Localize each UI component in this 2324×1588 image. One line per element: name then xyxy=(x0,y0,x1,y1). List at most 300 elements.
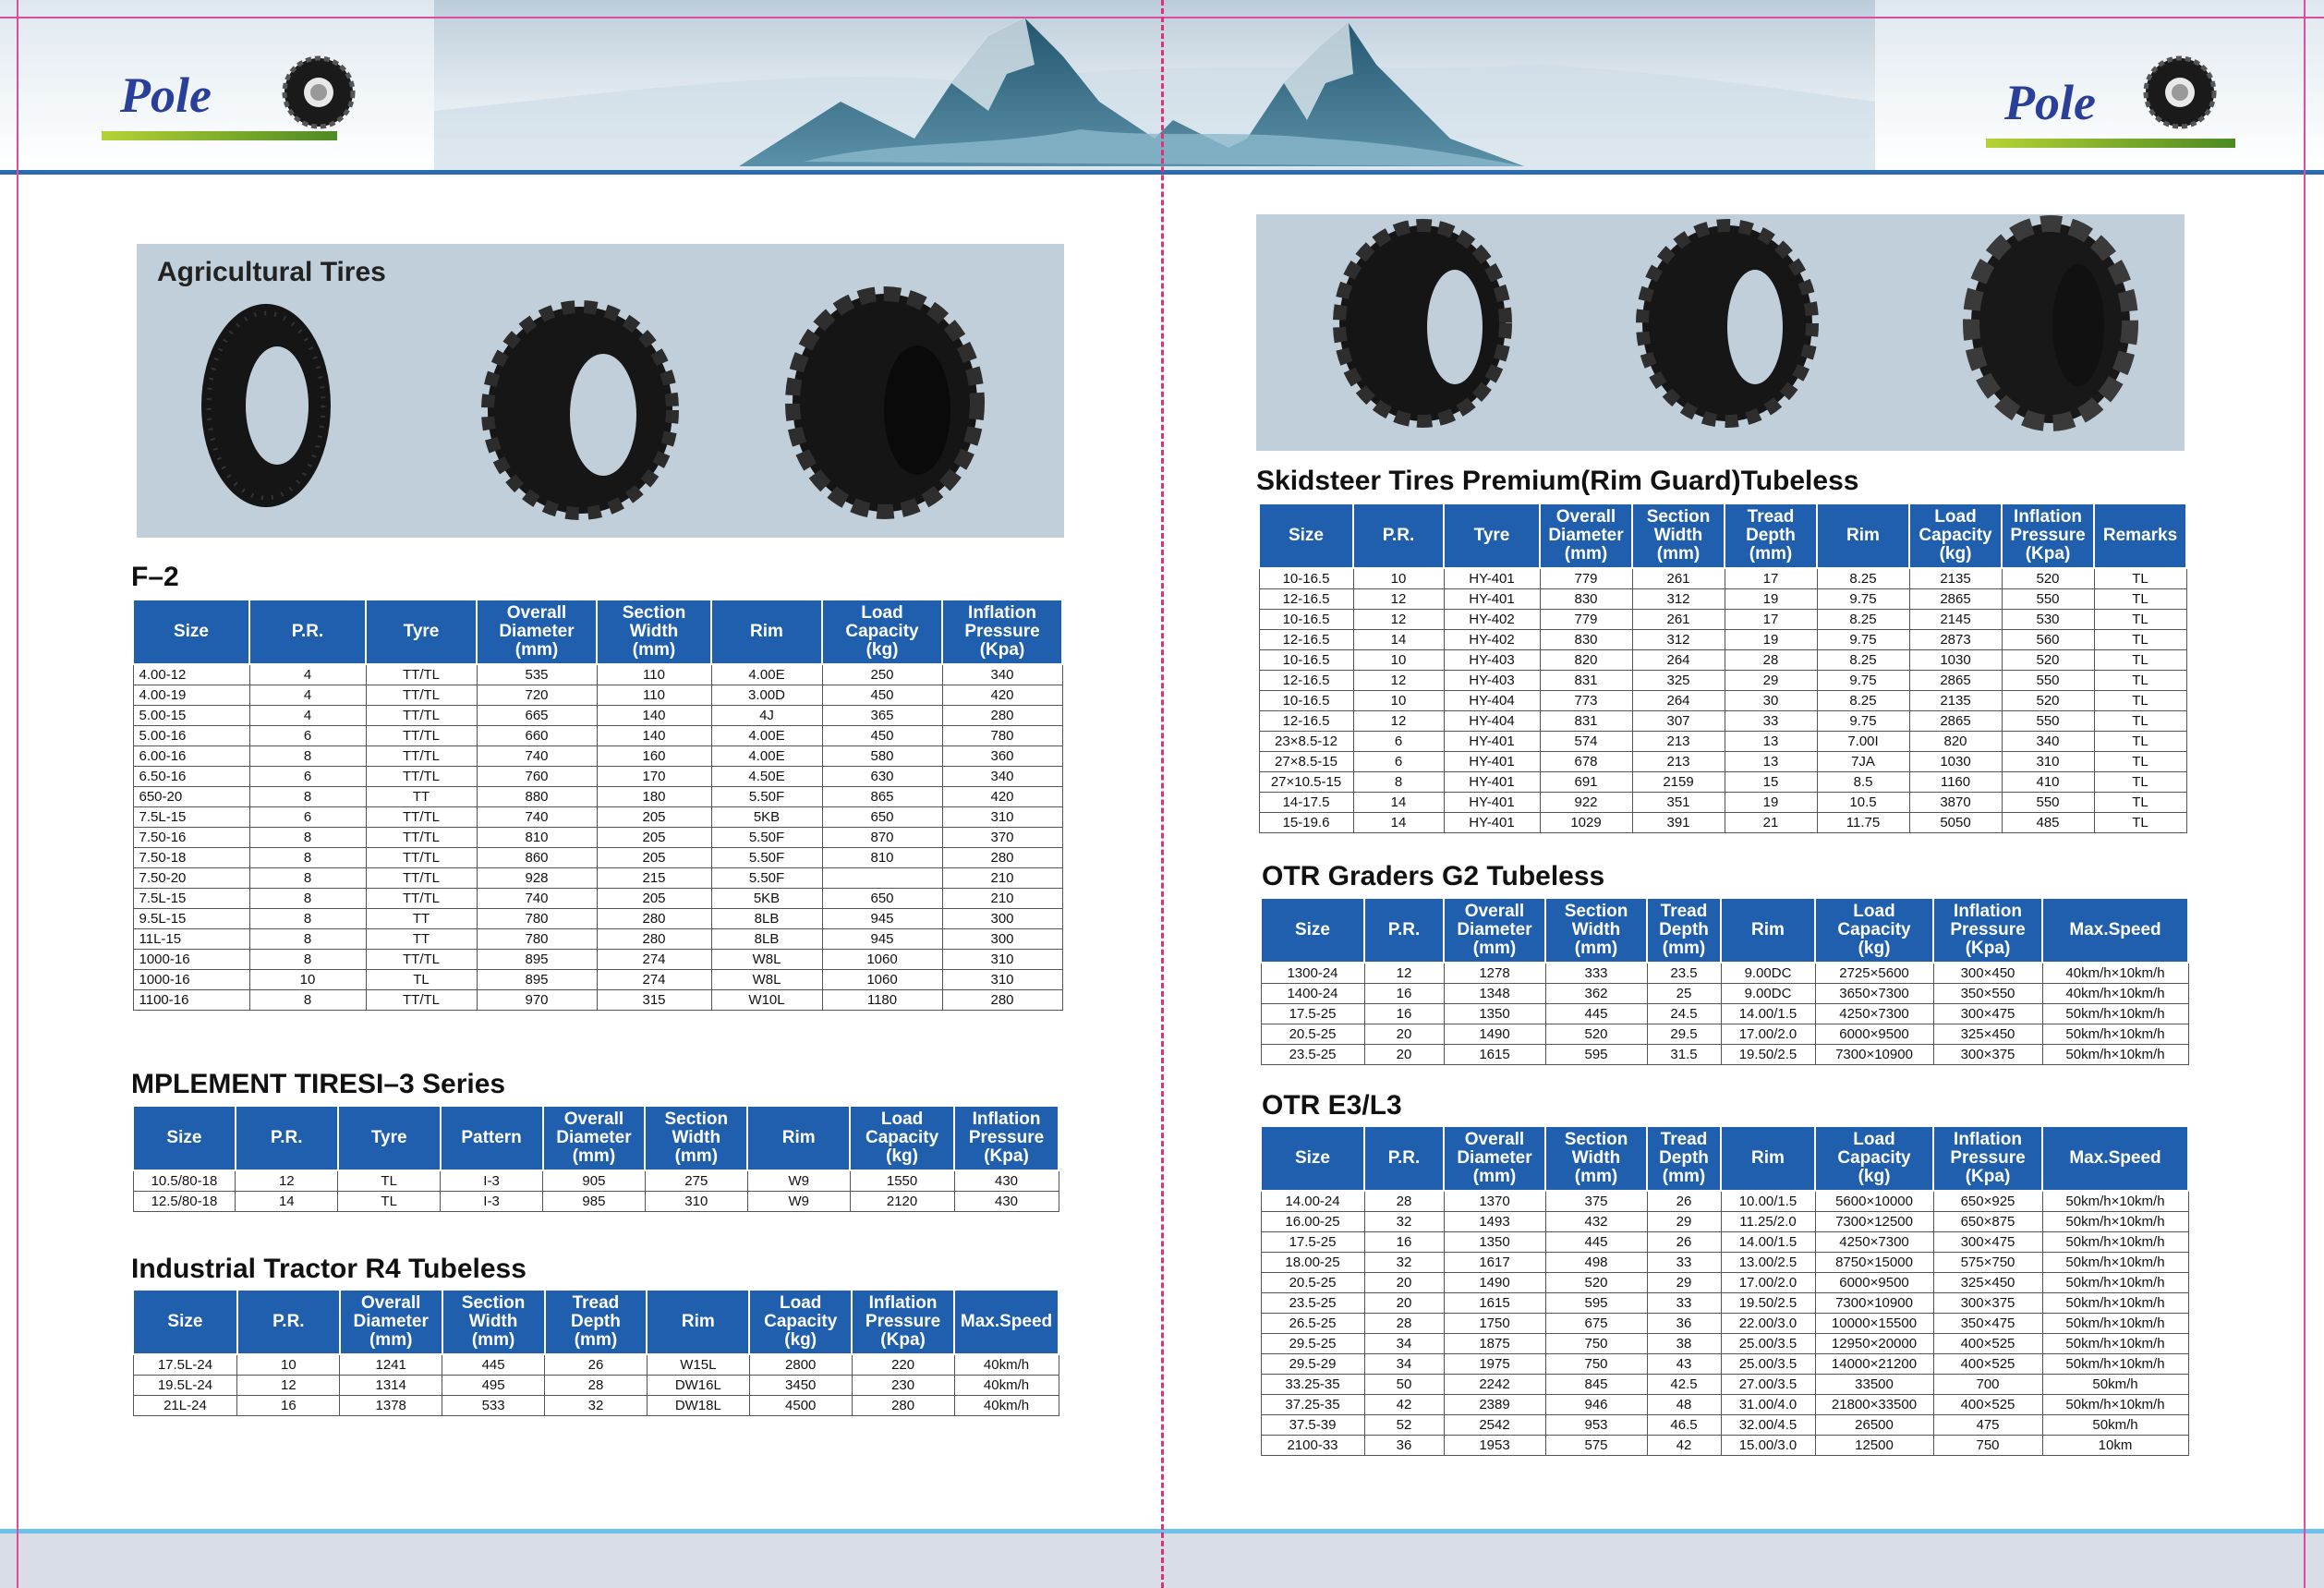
column-header: Load Capacity (kg) xyxy=(749,1290,852,1354)
table-cell: TL xyxy=(2094,568,2186,589)
table-cell: 16 xyxy=(237,1396,340,1416)
table-cell: 50km/h×10km/h xyxy=(2042,1334,2188,1354)
table-cell: 10 xyxy=(1353,650,1444,671)
table-cell: 24.5 xyxy=(1647,1004,1721,1024)
table-cell: 50km/h×10km/h xyxy=(2042,1314,2188,1334)
table-cell: 360 xyxy=(942,746,1062,767)
table-cell: 810 xyxy=(822,848,942,868)
table-cell: TT/TL xyxy=(366,726,477,746)
table-cell: 14-17.5 xyxy=(1259,793,1353,813)
table-cell: 650×875 xyxy=(1933,1212,2042,1232)
table-cell: 8 xyxy=(249,787,366,807)
table-cell: 760 xyxy=(477,767,597,787)
table-cell: 32 xyxy=(1364,1212,1444,1232)
table-cell: TL xyxy=(366,970,477,990)
table-cell: 560 xyxy=(2002,630,2094,650)
table-cell: 14 xyxy=(1353,630,1444,650)
table-cell: 1615 xyxy=(1444,1045,1545,1065)
table-cell: HY-401 xyxy=(1444,813,1540,833)
table-row xyxy=(1261,1436,2188,1456)
table-cell: 1160 xyxy=(1909,772,2002,793)
table-cell: 5600×10000 xyxy=(1815,1191,1933,1212)
column-header: Section Width (mm) xyxy=(1545,1126,1647,1191)
table-cell: 10.5 xyxy=(1817,793,1909,813)
column-header: Rim xyxy=(1721,898,1815,963)
table-cell: 50km/h×10km/h xyxy=(2042,1191,2188,1212)
table-cell: 8LB xyxy=(711,929,822,950)
table-cell: 12-16.5 xyxy=(1259,630,1353,650)
table-cell: 1490 xyxy=(1444,1273,1545,1293)
table-cell: 36 xyxy=(1364,1436,1444,1456)
table-cell: 475 xyxy=(1933,1415,2042,1436)
table-cell: 50km/h×10km/h xyxy=(2042,1004,2188,1024)
table-cell: 905 xyxy=(543,1170,646,1192)
table-cell: TT xyxy=(366,787,477,807)
column-header: Tread Depth (mm) xyxy=(1647,1126,1721,1191)
table-cell: 4.50E xyxy=(711,767,822,787)
table-cell: 26 xyxy=(1647,1191,1721,1212)
table-cell: 4500 xyxy=(749,1396,852,1416)
table-cell: 25.00/3.5 xyxy=(1721,1334,1815,1354)
table-cell: 1490 xyxy=(1444,1024,1545,1045)
table-cell: 12950×20000 xyxy=(1815,1334,1933,1354)
table-cell: 865 xyxy=(822,787,942,807)
table-cell: 261 xyxy=(1632,568,1725,589)
column-header: Inflation Pressure (Kpa) xyxy=(1933,1126,2042,1191)
table-cell: 8LB xyxy=(711,909,822,929)
table-cell: TT/TL xyxy=(366,868,477,889)
table-cell: 6 xyxy=(249,767,366,787)
table-cell: 2135 xyxy=(1909,568,2002,589)
table-cell: 50km/h xyxy=(2042,1375,2188,1395)
table-cell: TL xyxy=(2094,772,2186,793)
table-cell: 170 xyxy=(597,767,711,787)
table-cell: 410 xyxy=(2002,772,2094,793)
table-cell: 264 xyxy=(1632,650,1725,671)
column-header: Rim xyxy=(747,1106,850,1170)
table-cell: 46.5 xyxy=(1647,1415,1721,1436)
table-cell: DW18L xyxy=(647,1396,749,1416)
tire-logo-icon xyxy=(282,55,356,129)
table-row xyxy=(133,990,1062,1011)
column-header: Inflation Pressure (Kpa) xyxy=(954,1106,1059,1170)
column-header: Remarks xyxy=(2094,503,2186,568)
table-cell: 845 xyxy=(1545,1375,1647,1395)
table-cell: 7.5L-15 xyxy=(133,889,249,909)
crop-mark-left xyxy=(17,0,18,1588)
table-cell: 160 xyxy=(597,746,711,767)
table-row xyxy=(133,807,1062,828)
implement-spec-table xyxy=(132,1105,1059,1212)
table-cell: 7.50-18 xyxy=(133,848,249,868)
table-cell: 420 xyxy=(942,685,1062,706)
table-cell: 2389 xyxy=(1444,1395,1545,1415)
table-cell: 6.00-16 xyxy=(133,746,249,767)
column-header: Tyre xyxy=(338,1106,441,1170)
column-header: Inflation Pressure (Kpa) xyxy=(852,1290,954,1354)
table-cell: 23.5-25 xyxy=(1261,1045,1364,1065)
table-cell: 11.25/2.0 xyxy=(1721,1212,1815,1232)
table-cell: 34 xyxy=(1364,1354,1444,1375)
table-cell: 300 xyxy=(942,909,1062,929)
table-row xyxy=(133,685,1062,706)
table-row xyxy=(1259,711,2186,732)
table-cell: 10000×15500 xyxy=(1815,1314,1933,1334)
table-cell: 4.00E xyxy=(711,726,822,746)
table-cell: 50km/h×10km/h xyxy=(2042,1212,2188,1232)
table-cell: 14.00/1.5 xyxy=(1721,1004,1815,1024)
f2-title: F–2 xyxy=(131,562,179,592)
table-cell: 28 xyxy=(1725,650,1817,671)
table-cell: 8.5 xyxy=(1817,772,1909,793)
tire-logo-icon xyxy=(2143,55,2217,129)
table-cell: HY-401 xyxy=(1444,732,1540,752)
table-cell: TL xyxy=(2094,671,2186,691)
table-cell: TT/TL xyxy=(366,950,477,970)
table-cell: 50km/h×10km/h xyxy=(2042,1232,2188,1253)
table-cell: 3450 xyxy=(749,1376,852,1396)
column-header: Load Capacity (kg) xyxy=(1815,898,1933,963)
table-cell: 6 xyxy=(1353,752,1444,772)
table-cell: 945 xyxy=(822,929,942,950)
table-cell: 10-16.5 xyxy=(1259,568,1353,589)
column-header: Section Width (mm) xyxy=(1632,503,1725,568)
table-cell: 4 xyxy=(249,706,366,726)
table-cell: 12 xyxy=(1353,589,1444,610)
column-header: P.R. xyxy=(1364,1126,1444,1191)
table-cell: 650-20 xyxy=(133,787,249,807)
table-cell: 325 xyxy=(1632,671,1725,691)
table-cell: 1278 xyxy=(1444,963,1545,984)
table-cell: 6000×9500 xyxy=(1815,1024,1933,1045)
table-cell: 400×525 xyxy=(1933,1354,2042,1375)
table-cell: W9 xyxy=(747,1192,850,1212)
table-cell: 4.00E xyxy=(711,746,822,767)
table-cell: 495 xyxy=(442,1376,545,1396)
table-cell: 280 xyxy=(597,909,711,929)
table-cell: 19.50/2.5 xyxy=(1721,1293,1815,1314)
table-cell: 10 xyxy=(1353,568,1444,589)
table-cell: 10 xyxy=(249,970,366,990)
table-cell: HY-401 xyxy=(1444,793,1540,813)
table-cell: 8 xyxy=(249,929,366,950)
table-cell: 10 xyxy=(237,1354,340,1376)
table-cell xyxy=(822,868,942,889)
column-header: Rim xyxy=(1817,503,1909,568)
table-cell: 740 xyxy=(477,807,597,828)
tire-photos-image xyxy=(1256,214,2185,451)
e3-title: OTR E3/L3 xyxy=(1262,1090,1402,1121)
table-row xyxy=(133,1192,1059,1212)
table-cell: 12 xyxy=(1353,610,1444,630)
table-cell: 26.5-25 xyxy=(1261,1314,1364,1334)
table-cell: 1029 xyxy=(1540,813,1632,833)
table-cell: 17 xyxy=(1725,610,1817,630)
table-cell: 895 xyxy=(477,950,597,970)
table-cell: 19 xyxy=(1725,630,1817,650)
table-cell: 19 xyxy=(1725,793,1817,813)
table-cell: 9.5L-15 xyxy=(133,909,249,929)
table-cell: 5.50F xyxy=(711,848,822,868)
table-cell: 50km/h×10km/h xyxy=(2042,1354,2188,1375)
table-row xyxy=(1259,610,2186,630)
table-cell: 40km/h xyxy=(954,1354,1059,1376)
table-cell: 312 xyxy=(1632,630,1725,650)
table-cell: 430 xyxy=(954,1192,1059,1212)
table-cell: 2800 xyxy=(749,1354,852,1376)
table-cell: 779 xyxy=(1540,568,1632,589)
column-header: P.R. xyxy=(237,1290,340,1354)
table-cell: 264 xyxy=(1632,691,1725,711)
table-row xyxy=(1261,1253,2188,1273)
table-cell: 498 xyxy=(1545,1253,1647,1273)
table-cell: HY-401 xyxy=(1444,752,1540,772)
table-cell: 9.75 xyxy=(1817,671,1909,691)
table-cell: 700 xyxy=(1933,1375,2042,1395)
table-cell: 18.00-25 xyxy=(1261,1253,1364,1273)
table-cell: 16 xyxy=(1364,1232,1444,1253)
table-cell: 205 xyxy=(597,828,711,848)
table-cell: 31.00/4.0 xyxy=(1721,1395,1815,1415)
table-cell: 810 xyxy=(477,828,597,848)
table-cell: 945 xyxy=(822,909,942,929)
table-cell: 300×375 xyxy=(1933,1293,2042,1314)
table-cell: 895 xyxy=(477,970,597,990)
table-row xyxy=(133,868,1062,889)
column-header: Size xyxy=(133,1106,236,1170)
table-cell: 50km/h×10km/h xyxy=(2042,1395,2188,1415)
table-cell: TL xyxy=(2094,610,2186,630)
table-cell: TL xyxy=(2094,813,2186,833)
table-cell: 300×475 xyxy=(1933,1004,2042,1024)
table-cell: 14 xyxy=(236,1192,338,1212)
table-cell: TT/TL xyxy=(366,685,477,706)
table-cell: 250 xyxy=(822,664,942,685)
table-cell: 13 xyxy=(1725,752,1817,772)
table-cell: 21L-24 xyxy=(133,1396,237,1416)
table-cell: 8 xyxy=(249,950,366,970)
table-cell: TL xyxy=(2094,589,2186,610)
table-cell: HY-401 xyxy=(1444,772,1540,793)
table-cell: 530 xyxy=(2002,610,2094,630)
table-cell: 310 xyxy=(942,807,1062,828)
table-header-row xyxy=(1261,1126,2188,1191)
table-cell: 650 xyxy=(822,889,942,909)
industrial-tire-icon xyxy=(793,294,977,512)
logo-underline xyxy=(102,131,337,140)
table-cell: 928 xyxy=(477,868,597,889)
table-row xyxy=(1259,691,2186,711)
tire-photos-image xyxy=(137,244,1064,538)
table-cell: 50km/h×10km/h xyxy=(2042,1253,2188,1273)
table-cell: 773 xyxy=(1540,691,1632,711)
table-cell: 1378 xyxy=(340,1396,442,1416)
table-cell: HY-401 xyxy=(1444,589,1540,610)
table-cell: 12-16.5 xyxy=(1259,589,1353,610)
table-cell: 5.50F xyxy=(711,787,822,807)
column-header: Size xyxy=(1261,898,1364,963)
table-cell: 300 xyxy=(942,929,1062,950)
table-cell: 575 xyxy=(1545,1436,1647,1456)
table-cell: 17.5-25 xyxy=(1261,1004,1364,1024)
table-cell: 50km/h×10km/h xyxy=(2042,1293,2188,1314)
table-cell: 19.5L-24 xyxy=(133,1376,237,1396)
brand-logo-left xyxy=(120,55,379,157)
table-cell: 29 xyxy=(1647,1212,1721,1232)
agricultural-tires-photo xyxy=(137,244,1064,538)
table-cell: HY-402 xyxy=(1444,610,1540,630)
table-cell: 50km/h×10km/h xyxy=(2042,1045,2188,1065)
table-cell: 1060 xyxy=(822,970,942,990)
table-cell: 8 xyxy=(249,848,366,868)
table-cell: 14.00/1.5 xyxy=(1721,1232,1815,1253)
column-header: Tread Depth (mm) xyxy=(1647,898,1721,963)
table-cell: 550 xyxy=(2002,793,2094,813)
table-cell: 750 xyxy=(1933,1436,2042,1456)
table-cell: 25.00/3.5 xyxy=(1721,1354,1815,1375)
table-cell: TT/TL xyxy=(366,848,477,868)
table-row xyxy=(1259,671,2186,691)
table-cell: 310 xyxy=(2002,752,2094,772)
table-cell: 5KB xyxy=(711,807,822,828)
table-cell: 485 xyxy=(2002,813,2094,833)
table-cell: 4.00E xyxy=(711,664,822,685)
table-cell: 535 xyxy=(477,664,597,685)
column-header: P.R. xyxy=(1364,898,1444,963)
table-cell: 14 xyxy=(1353,813,1444,833)
table-cell: 750 xyxy=(1545,1334,1647,1354)
column-header: Section Width (mm) xyxy=(1545,898,1647,963)
table-cell: 678 xyxy=(1540,752,1632,772)
table-cell: 29.5 xyxy=(1647,1024,1721,1045)
table-cell: 52 xyxy=(1364,1415,1444,1436)
table-cell: TT/TL xyxy=(366,828,477,848)
table-cell: 5.00-16 xyxy=(133,726,249,746)
table-cell: 42 xyxy=(1647,1436,1721,1456)
column-header: Tread Depth (mm) xyxy=(545,1290,648,1354)
table-cell: 310 xyxy=(942,950,1062,970)
table-cell: 4 xyxy=(249,685,366,706)
table-cell: 12 xyxy=(1364,963,1444,984)
table-cell: 550 xyxy=(2002,711,2094,732)
table-cell: 274 xyxy=(597,950,711,970)
table-cell: 280 xyxy=(852,1396,954,1416)
table-cell: 31.5 xyxy=(1647,1045,1721,1065)
table-cell: 8 xyxy=(249,889,366,909)
table-cell: 21 xyxy=(1725,813,1817,833)
table-cell: 205 xyxy=(597,848,711,868)
column-header: Rim xyxy=(711,600,822,664)
table-cell: 12500 xyxy=(1815,1436,1933,1456)
column-header: Inflation Pressure (Kpa) xyxy=(1933,898,2042,963)
table-row xyxy=(1261,1004,2188,1024)
table-row xyxy=(1261,984,2188,1004)
table-cell: 307 xyxy=(1632,711,1725,732)
table-cell: 43 xyxy=(1647,1354,1721,1375)
column-header: Pattern xyxy=(441,1106,543,1170)
table-cell: TT xyxy=(366,909,477,929)
implement-title: MPLEMENT TIRESI–3 Series xyxy=(131,1069,506,1099)
column-header: Tyre xyxy=(366,600,477,664)
table-cell: TL xyxy=(2094,650,2186,671)
table-cell: 1875 xyxy=(1444,1334,1545,1354)
table-cell: 946 xyxy=(1545,1395,1647,1415)
table-row xyxy=(1261,1024,2188,1045)
table-cell: 340 xyxy=(2002,732,2094,752)
column-header: P.R. xyxy=(236,1106,338,1170)
column-header: Section Width (mm) xyxy=(597,600,711,664)
table-cell: 675 xyxy=(1545,1314,1647,1334)
table-cell: 870 xyxy=(822,828,942,848)
table-cell: 17.5L-24 xyxy=(133,1354,237,1376)
table-cell: 15-19.6 xyxy=(1259,813,1353,833)
table-cell: 27.00/3.5 xyxy=(1721,1375,1815,1395)
table-row xyxy=(133,767,1062,787)
agricultural-tires-title: Agricultural Tires xyxy=(157,257,386,287)
table-cell: 445 xyxy=(442,1354,545,1376)
table-cell: 391 xyxy=(1632,813,1725,833)
column-header: Max.Speed xyxy=(2042,898,2188,963)
table-cell: 2100-33 xyxy=(1261,1436,1364,1456)
table-header-row xyxy=(1261,898,2188,963)
table-cell: 210 xyxy=(942,889,1062,909)
table-cell: 23×8.5-12 xyxy=(1259,732,1353,752)
table-cell: TT/TL xyxy=(366,990,477,1011)
table-cell: 2145 xyxy=(1909,610,2002,630)
logo-underline xyxy=(1986,139,2235,148)
r4-title: Industrial Tractor R4 Tubeless xyxy=(131,1254,527,1284)
table-row xyxy=(133,1170,1059,1192)
column-header: Size xyxy=(133,600,249,664)
column-header: Rim xyxy=(647,1290,749,1354)
table-cell: 8.25 xyxy=(1817,691,1909,711)
table-cell: 28 xyxy=(1364,1191,1444,1212)
table-row xyxy=(1259,772,2186,793)
table-cell: TL xyxy=(2094,752,2186,772)
table-row xyxy=(133,909,1062,929)
table-cell: 17.00/2.0 xyxy=(1721,1024,1815,1045)
crop-mark-right xyxy=(2304,0,2306,1588)
table-cell: 33 xyxy=(1647,1293,1721,1314)
table-row xyxy=(133,1376,1059,1396)
table-cell: 280 xyxy=(942,706,1062,726)
table-cell: 520 xyxy=(2002,650,2094,671)
table-cell: 4 xyxy=(249,664,366,685)
table-cell: W15L xyxy=(647,1354,749,1376)
table-cell: 33500 xyxy=(1815,1375,1933,1395)
table-row xyxy=(133,889,1062,909)
table-cell: 300×450 xyxy=(1933,963,2042,984)
table-cell: 9.00DC xyxy=(1721,984,1815,1004)
table-cell: 8 xyxy=(249,746,366,767)
table-cell: 780 xyxy=(477,909,597,929)
table-cell: 40km/h×10km/h xyxy=(2042,984,2188,1004)
otr-tires-photo xyxy=(1256,214,2185,451)
g2-spec-table xyxy=(1260,897,2189,1065)
table-cell: 10-16.5 xyxy=(1259,610,1353,630)
table-cell: 33.25-35 xyxy=(1261,1375,1364,1395)
table-cell: 2725×5600 xyxy=(1815,963,1933,984)
table-cell: 340 xyxy=(942,767,1062,787)
table-cell: W8L xyxy=(711,970,822,990)
table-cell: 3.00D xyxy=(711,685,822,706)
table-cell: 550 xyxy=(2002,671,2094,691)
table-cell: 10km xyxy=(2042,1436,2188,1456)
table-cell: 2865 xyxy=(1909,671,2002,691)
table-row xyxy=(1261,1375,2188,1395)
table-cell: 12 xyxy=(1353,711,1444,732)
table-cell: 1180 xyxy=(822,990,942,1011)
